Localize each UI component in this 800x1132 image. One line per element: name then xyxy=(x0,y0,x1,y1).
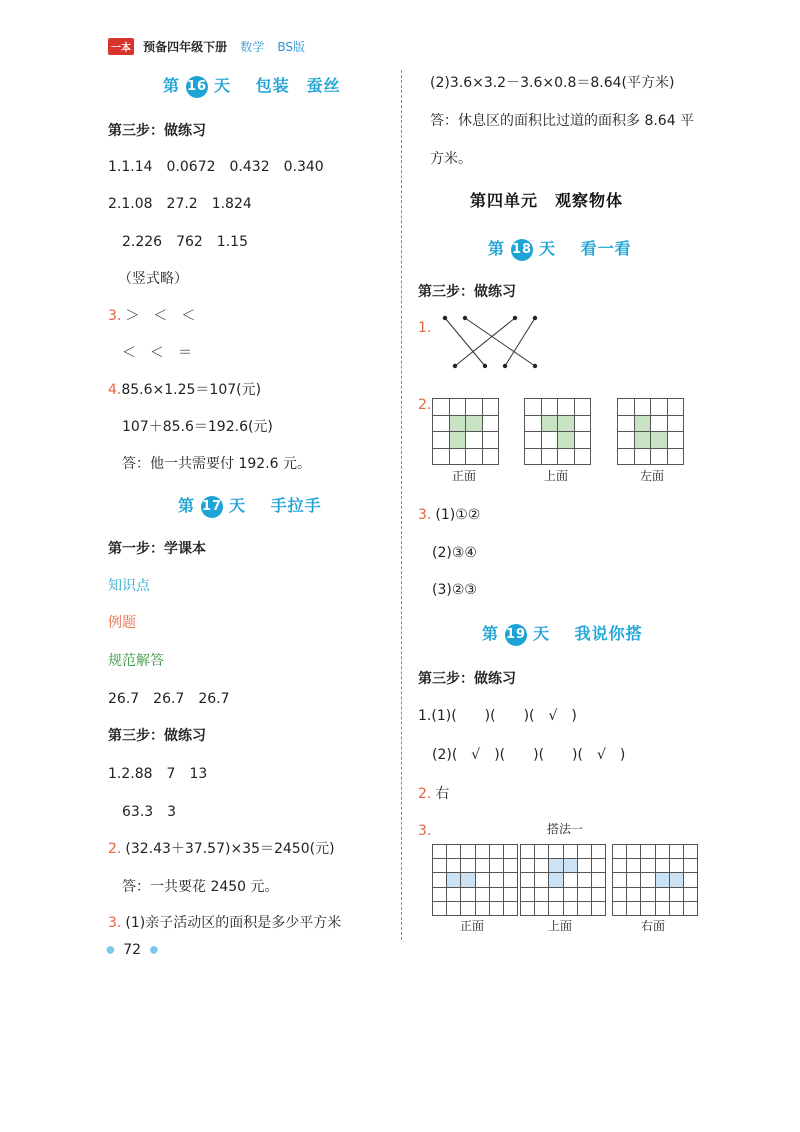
grid-cell xyxy=(541,431,559,449)
grid-cell xyxy=(591,844,606,859)
grid-cell xyxy=(489,858,504,873)
view-caption-top-2: 上面 xyxy=(548,919,573,933)
q4: 4.85.6×1.25＝107(元) xyxy=(108,382,262,398)
grid-cell xyxy=(640,872,655,887)
grid-cell xyxy=(667,448,685,466)
s3-num: 3. xyxy=(418,823,432,839)
grid-cell xyxy=(612,887,627,902)
day17-badge: 17 xyxy=(201,496,223,518)
r-q3-line2: (2)③④ xyxy=(432,545,477,561)
q1: 1.1.14 0.0672 0.432 0.340 xyxy=(108,159,324,175)
step1-heading: 第一步：学课本 xyxy=(108,541,206,557)
knowledge-point-label: 知识点 xyxy=(108,578,150,594)
grid-cell xyxy=(655,872,670,887)
p3: 3. (1)亲子活动区的面积是多少平方米 xyxy=(108,915,342,931)
s1-line2: (2)( √ )( )( )( √ ) xyxy=(432,747,626,763)
grid-cell xyxy=(432,887,447,902)
grid-cell xyxy=(669,844,684,859)
grid-cell xyxy=(655,858,670,873)
grid-cell xyxy=(465,415,483,433)
grid-cell xyxy=(626,887,641,902)
grid-cell xyxy=(465,431,483,449)
grid-cell xyxy=(482,448,500,466)
grid-cell xyxy=(449,398,467,416)
method-label: 搭法一 xyxy=(547,822,584,836)
grid-cell xyxy=(612,872,627,887)
grid-cell xyxy=(432,431,450,449)
grid-cell xyxy=(534,887,549,902)
grid-cell xyxy=(655,901,670,916)
grid-cell xyxy=(524,448,542,466)
grid-cell xyxy=(634,415,652,433)
grid-cell xyxy=(489,901,504,916)
q2-line2: 2.226 762 1.15 xyxy=(122,234,248,250)
s2: 2. 右 xyxy=(418,786,450,802)
grid-cell xyxy=(520,872,535,887)
day18-title: 看一看 xyxy=(580,239,632,258)
p1: 1.2.88 7 13 xyxy=(108,766,208,782)
grid-cell xyxy=(520,887,535,902)
grid-cell xyxy=(489,872,504,887)
day16-heading: 第 16 天 包装 蚕丝 xyxy=(163,73,341,98)
grid-cell xyxy=(574,398,592,416)
page-number: ● 72 ● xyxy=(106,942,159,958)
grid-cell xyxy=(460,872,475,887)
grid-cell xyxy=(634,431,652,449)
grid-cell xyxy=(563,901,578,916)
grid-cell xyxy=(432,901,447,916)
grid-cell xyxy=(475,844,490,859)
grid-cell xyxy=(640,844,655,859)
grid-cell xyxy=(520,844,535,859)
q4-answer: 答：他一共需要付 192.6 元。 xyxy=(122,456,311,472)
grid-cell xyxy=(667,398,685,416)
grid-cell xyxy=(574,415,592,433)
grid-cell xyxy=(446,901,461,916)
standard-answer-label: 规范解答 xyxy=(108,653,164,669)
grid-cell xyxy=(669,872,684,887)
example-label: 例题 xyxy=(108,615,136,631)
grid-cell xyxy=(446,844,461,859)
step3-heading-d: 第三步：做练习 xyxy=(418,671,516,687)
grid-cell xyxy=(683,901,698,916)
day16-title: 包装 蚕丝 xyxy=(255,76,341,95)
grid-cell xyxy=(548,887,563,902)
view-grid-front-2 xyxy=(432,844,517,915)
grid-cell xyxy=(683,872,698,887)
grid-cell xyxy=(449,415,467,433)
grid-cell xyxy=(460,887,475,902)
view-grid-right-2 xyxy=(612,844,697,915)
r-q3: 3. (1)①② xyxy=(418,507,481,523)
grid-cell xyxy=(577,858,592,873)
subject-label: 数学 xyxy=(240,40,265,54)
q4-line2: 107＋85.6＝192.6(元) xyxy=(122,419,273,435)
grid-cell xyxy=(617,448,635,466)
grid-cell xyxy=(449,431,467,449)
grid-cell xyxy=(449,448,467,466)
grid-cell xyxy=(563,872,578,887)
view-grid-top-2 xyxy=(520,844,605,915)
logo: 一本 xyxy=(108,38,134,55)
s1: 1.(1)( )( )( √ ) xyxy=(418,708,577,724)
grid-cell xyxy=(475,901,490,916)
grid-cell xyxy=(612,844,627,859)
grid-cell xyxy=(626,872,641,887)
grid-cell xyxy=(617,431,635,449)
grid-cell xyxy=(577,901,592,916)
view-caption-front-2: 正面 xyxy=(460,919,485,933)
grid-cell xyxy=(503,858,518,873)
view-grid-top xyxy=(524,398,590,464)
r-line1: (2)3.6×3.2－3.6×0.8＝8.64(平方米) xyxy=(430,75,675,91)
grid-cell xyxy=(548,844,563,859)
grid-cell xyxy=(432,415,450,433)
grid-cell xyxy=(482,398,500,416)
grid-cell xyxy=(650,448,668,466)
unit-heading: 第四单元 观察物体 xyxy=(470,191,624,210)
view-caption-front: 正面 xyxy=(452,469,477,483)
day18-heading: 第 18 天 看一看 xyxy=(488,236,632,261)
step3-heading-c: 第三步：做练习 xyxy=(418,284,516,300)
grid-cell xyxy=(683,887,698,902)
grid-cell xyxy=(432,858,447,873)
day16-badge: 16 xyxy=(186,76,208,98)
view-grid-front xyxy=(432,398,498,464)
grid-cell xyxy=(591,901,606,916)
grid-cell xyxy=(591,887,606,902)
grid-cell xyxy=(446,872,461,887)
p2: 2. (32.43＋37.57)×35＝2450(元) xyxy=(108,841,335,857)
day19-title: 我说你搭 xyxy=(574,624,643,643)
grid-cell xyxy=(503,844,518,859)
grid-cell xyxy=(541,415,559,433)
grid-cell xyxy=(482,431,500,449)
view-caption-left: 左面 xyxy=(640,469,665,483)
grid-cell xyxy=(626,901,641,916)
grid-cell xyxy=(503,872,518,887)
r-q1-num: 1. xyxy=(418,320,432,336)
grid-cell xyxy=(524,431,542,449)
grid-cell xyxy=(557,431,575,449)
grid-cell xyxy=(432,448,450,466)
grid-cell xyxy=(475,858,490,873)
day17-title: 手拉手 xyxy=(270,496,322,515)
grid-cell xyxy=(669,887,684,902)
grid-cell xyxy=(667,415,685,433)
grid-cell xyxy=(446,887,461,902)
grid-cell xyxy=(640,858,655,873)
grid-cell xyxy=(534,844,549,859)
grid-cell xyxy=(667,431,685,449)
grid-cell xyxy=(475,872,490,887)
grid-cell xyxy=(640,887,655,902)
grid-cell xyxy=(524,398,542,416)
grid-cell xyxy=(634,398,652,416)
grid-cell xyxy=(489,887,504,902)
view-caption-right-2: 右面 xyxy=(641,919,666,933)
grid-cell xyxy=(574,431,592,449)
matching-lines-diagram xyxy=(440,312,550,372)
day18-badge: 18 xyxy=(511,239,533,261)
grid-cell xyxy=(655,844,670,859)
r-line2: 答：休息区的面积比过道的面积多 8.64 平 xyxy=(430,113,695,129)
grid-cell xyxy=(432,872,447,887)
day19-heading: 第 19 天 我说你搭 xyxy=(482,621,643,646)
grid-cell xyxy=(612,858,627,873)
grid-cell xyxy=(432,398,450,416)
grid-cell xyxy=(489,844,504,859)
grid-cell xyxy=(591,872,606,887)
q2-line3: （竖式略） xyxy=(118,271,188,287)
grid-cell xyxy=(460,844,475,859)
grid-cell xyxy=(669,858,684,873)
grid-cell xyxy=(482,415,500,433)
column-divider xyxy=(401,70,402,940)
grid-cell xyxy=(626,858,641,873)
p2-answer: 答：一共要花 2450 元。 xyxy=(122,879,279,895)
grid-cell xyxy=(650,398,668,416)
grid-cell xyxy=(617,398,635,416)
day19-badge: 19 xyxy=(505,624,527,646)
grid-cell xyxy=(548,872,563,887)
grid-cell xyxy=(548,858,563,873)
step3-heading-a: 第三步：做练习 xyxy=(108,123,206,139)
grid-cell xyxy=(626,844,641,859)
grid-cell xyxy=(591,858,606,873)
grid-cell xyxy=(520,858,535,873)
grid-cell xyxy=(503,901,518,916)
grid-cell xyxy=(563,858,578,873)
r-q3-line3: (3)②③ xyxy=(432,582,477,598)
grid-cell xyxy=(557,415,575,433)
answer-values: 26.7 26.7 26.7 xyxy=(108,691,230,707)
grid-cell xyxy=(534,901,549,916)
grid-cell xyxy=(577,887,592,902)
grid-cell xyxy=(650,431,668,449)
grid-cell xyxy=(612,901,627,916)
grid-cell xyxy=(548,901,563,916)
step3-heading-b: 第三步：做练习 xyxy=(108,728,206,744)
grid-cell xyxy=(563,887,578,902)
grid-cell xyxy=(655,887,670,902)
grid-cell xyxy=(563,844,578,859)
grid-cell xyxy=(577,872,592,887)
book-title: 预备四年级下册 xyxy=(143,40,228,54)
grid-cell xyxy=(524,415,542,433)
grid-cell xyxy=(683,844,698,859)
grid-cell xyxy=(574,448,592,466)
q3: 3. ＞ ＜ ＜ xyxy=(108,308,196,324)
r-line3: 方米。 xyxy=(430,151,472,167)
grid-cell xyxy=(534,858,549,873)
grid-cell xyxy=(432,844,447,859)
grid-cell xyxy=(577,844,592,859)
grid-cell xyxy=(557,398,575,416)
p1-line2: 63.3 3 xyxy=(122,804,177,820)
grid-cell xyxy=(460,901,475,916)
grid-cell xyxy=(446,858,461,873)
grid-cell xyxy=(669,901,684,916)
grid-cell xyxy=(520,901,535,916)
grid-cell xyxy=(534,872,549,887)
grid-cell xyxy=(503,887,518,902)
grid-cell xyxy=(475,887,490,902)
r-q2-num: 2. xyxy=(418,397,432,413)
grid-cell xyxy=(683,858,698,873)
grid-cell xyxy=(541,448,559,466)
q2: 2.1.08 27.2 1.824 xyxy=(108,196,252,212)
grid-cell xyxy=(557,448,575,466)
day17-heading: 第 17 天 手拉手 xyxy=(178,493,322,518)
grid-cell xyxy=(465,448,483,466)
q3-line2: ＜ ＜ ＝ xyxy=(122,345,192,361)
grid-cell xyxy=(541,398,559,416)
grid-cell xyxy=(617,415,635,433)
grid-cell xyxy=(650,415,668,433)
edition-label: BS版 xyxy=(277,40,305,54)
header xyxy=(108,36,305,55)
grid-cell xyxy=(465,398,483,416)
grid-cell xyxy=(640,901,655,916)
grid-cell xyxy=(460,858,475,873)
view-grid-left xyxy=(617,398,683,464)
grid-cell xyxy=(634,448,652,466)
view-caption-top: 上面 xyxy=(544,469,569,483)
